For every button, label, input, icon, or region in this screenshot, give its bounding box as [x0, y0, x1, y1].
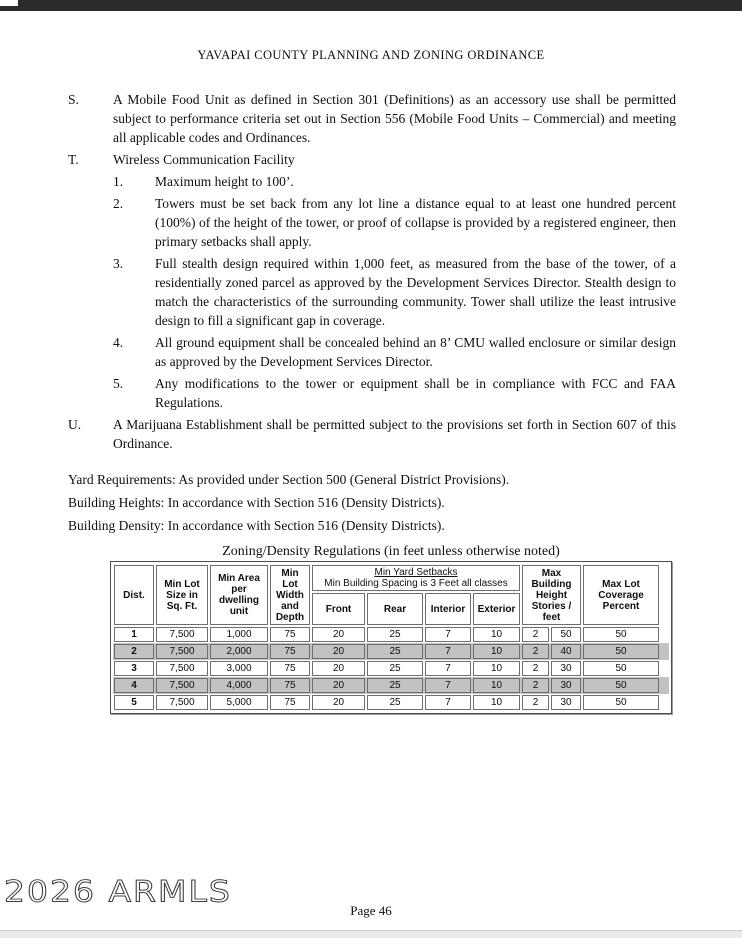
section-u	[68, 415, 676, 453]
list-item	[113, 333, 676, 371]
header-setbacks-group	[311, 564, 521, 626]
table-cell: 7,500	[156, 627, 208, 642]
item-text: Any modifications to the tower or equipment shall be in compliance with FCC and FAA Regulations.	[155, 376, 676, 410]
table-cell: 1	[114, 627, 154, 642]
table-cell: 75	[270, 627, 310, 642]
header-min-area: Min Area per dwelling unit	[210, 565, 268, 625]
header-exterior: Exterior	[473, 593, 520, 625]
document-body	[68, 90, 676, 714]
table-cell: 25	[367, 678, 423, 693]
list-item	[113, 374, 676, 412]
table-cell: 7	[425, 678, 471, 693]
page-title: YAVAPAI COUNTY PLANNING AND ZONING ORDINANCE	[197, 48, 545, 62]
section-s	[68, 90, 676, 147]
section-text: Wireless Communication Facility	[113, 152, 295, 167]
armls-watermark: 2026 ARMLS	[4, 874, 232, 909]
header-max-coverage: Max Lot Coverage Percent	[583, 565, 659, 625]
table-row	[113, 660, 669, 677]
table-cell: 75	[270, 661, 310, 676]
table-cell: 30	[551, 678, 581, 693]
table-cell: 25	[367, 627, 423, 642]
section-label: U.	[68, 417, 82, 432]
item-number: 4.	[113, 335, 124, 350]
page-number: Page 46	[350, 903, 392, 918]
header-interior: Interior	[425, 593, 471, 625]
table-row	[113, 643, 669, 660]
section-label: T.	[68, 152, 79, 167]
table-cell: 50	[583, 644, 659, 659]
header-min-lot-size: Min Lot Size in Sq. Ft.	[156, 565, 208, 625]
table-cell: 2	[114, 644, 154, 659]
table-cell: 2	[522, 644, 549, 659]
table-cell: 2	[522, 678, 549, 693]
list-item	[113, 254, 676, 330]
item-number: 3.	[113, 256, 124, 271]
table-row	[113, 626, 669, 643]
item-text: Full stealth design required within 1,000 feet, as measured from the base of the tower, of a residentially zoned parcel as approved by the Development Services Director. Stealth design to match the characteristics of the surrounding community. Tower shall utilize the least intrusive design to fill a significant gap in coverage.	[155, 256, 676, 328]
table-cell: 2	[522, 627, 549, 642]
table-cell: 7,500	[156, 644, 208, 659]
table-cell: 50	[583, 695, 659, 710]
table-cell: 10	[473, 627, 520, 642]
header-front: Front	[312, 593, 365, 625]
table-cell: 75	[270, 678, 310, 693]
table-cell: 10	[473, 695, 520, 710]
header-min-lot-width: Min Lot Width and Depth	[270, 565, 310, 625]
table-cell: 30	[551, 695, 581, 710]
table-cell: 4	[114, 678, 154, 693]
table-cell: 50	[583, 661, 659, 676]
table-cell: 20	[312, 644, 365, 659]
header-setbacks-subrow	[311, 592, 521, 626]
list-item	[113, 194, 676, 251]
table-cell: 5,000	[210, 695, 268, 710]
item-text: Towers must be set back from any lot line a distance equal to at least one hundred percent (100%) of the height of the tower, or proof of collapse is provided by a registered engineer, then primary setbacks shall apply.	[155, 196, 676, 249]
table-header-row	[113, 564, 669, 626]
table-cell: 2	[522, 661, 549, 676]
section-text: A Mobile Food Unit as defined in Section 301 (Definitions) as an accessory use shall be permitted subject to performance criteria set out in Section 556 (Mobile Food Units – Commercial) and meeting all applicable codes and Ordinances.	[113, 92, 676, 145]
zoning-table	[110, 561, 672, 714]
setbacks-group-label: Min Yard Setbacks	[374, 567, 458, 578]
table-cell: 2	[522, 695, 549, 710]
item-number: 2.	[113, 196, 124, 211]
item-number: 5.	[113, 376, 124, 391]
table-row	[113, 694, 669, 711]
requirements-notes	[68, 470, 676, 535]
table-row	[113, 677, 669, 694]
yard-requirements-note: Yard Requirements: As provided under Section 500 (General District Provisions).	[68, 472, 510, 487]
table-cell: 10	[473, 678, 520, 693]
table-cell: 25	[367, 661, 423, 676]
zoning-table-section	[110, 543, 672, 714]
table-cell: 1,000	[210, 627, 268, 642]
list-item	[113, 172, 676, 191]
table-cell: 7,500	[156, 695, 208, 710]
table-cell: 10	[473, 661, 520, 676]
header-rear: Rear	[367, 593, 423, 625]
setbacks-group-note: Min Building Spacing is 3 Feet all classes	[324, 578, 508, 589]
section-t-items	[113, 172, 676, 412]
table-cell: 20	[312, 661, 365, 676]
table-cell: 40	[551, 644, 581, 659]
header-setbacks-title	[312, 565, 520, 591]
item-text: All ground equipment shall be concealed behind an 8’ CMU walled enclosure or similar design as approved by the Development Services Director.	[155, 335, 676, 369]
table-cell: 30	[551, 661, 581, 676]
table-cell: 50	[583, 627, 659, 642]
building-density-note: Building Density: In accordance with Section 516 (Density Districts).	[68, 518, 445, 533]
table-cell: 7	[425, 695, 471, 710]
table-cell: 25	[367, 695, 423, 710]
building-heights-note: Building Heights: In accordance with Section 516 (Density Districts).	[68, 495, 445, 510]
table-cell: 75	[270, 695, 310, 710]
table-cell: 50	[583, 678, 659, 693]
section-text: A Marijuana Establishment shall be permitted subject to the provisions set forth in Section 607 of this Ordinance.	[113, 417, 676, 451]
table-cell: 7	[425, 627, 471, 642]
table-cell: 3,000	[210, 661, 268, 676]
section-label: S.	[68, 92, 79, 107]
table-cell: 4,000	[210, 678, 268, 693]
scan-top-bar	[0, 0, 742, 11]
table-cell: 10	[473, 644, 520, 659]
table-cell: 20	[312, 678, 365, 693]
table-cell: 25	[367, 644, 423, 659]
scan-bottom-band	[0, 930, 742, 938]
table-cell: 2,000	[210, 644, 268, 659]
section-t	[68, 150, 676, 169]
table-cell: 7	[425, 644, 471, 659]
table-cell: 5	[114, 695, 154, 710]
table-cell: 50	[551, 627, 581, 642]
item-number: 1.	[113, 174, 124, 189]
scan-top-left-notch	[0, 0, 18, 6]
table-cell: 75	[270, 644, 310, 659]
table-cell: 7,500	[156, 678, 208, 693]
table-cell: 20	[312, 627, 365, 642]
item-text: Maximum height to 100’.	[155, 174, 294, 189]
table-cell: 7,500	[156, 661, 208, 676]
table-cell: 3	[114, 661, 154, 676]
table-cell: 7	[425, 661, 471, 676]
header-dist: Dist.	[114, 565, 154, 625]
table-cell: 20	[312, 695, 365, 710]
table-title: Zoning/Density Regulations (in feet unless otherwise noted)	[222, 544, 560, 559]
header-max-height: Max Building Height Stories / feet	[522, 565, 581, 625]
